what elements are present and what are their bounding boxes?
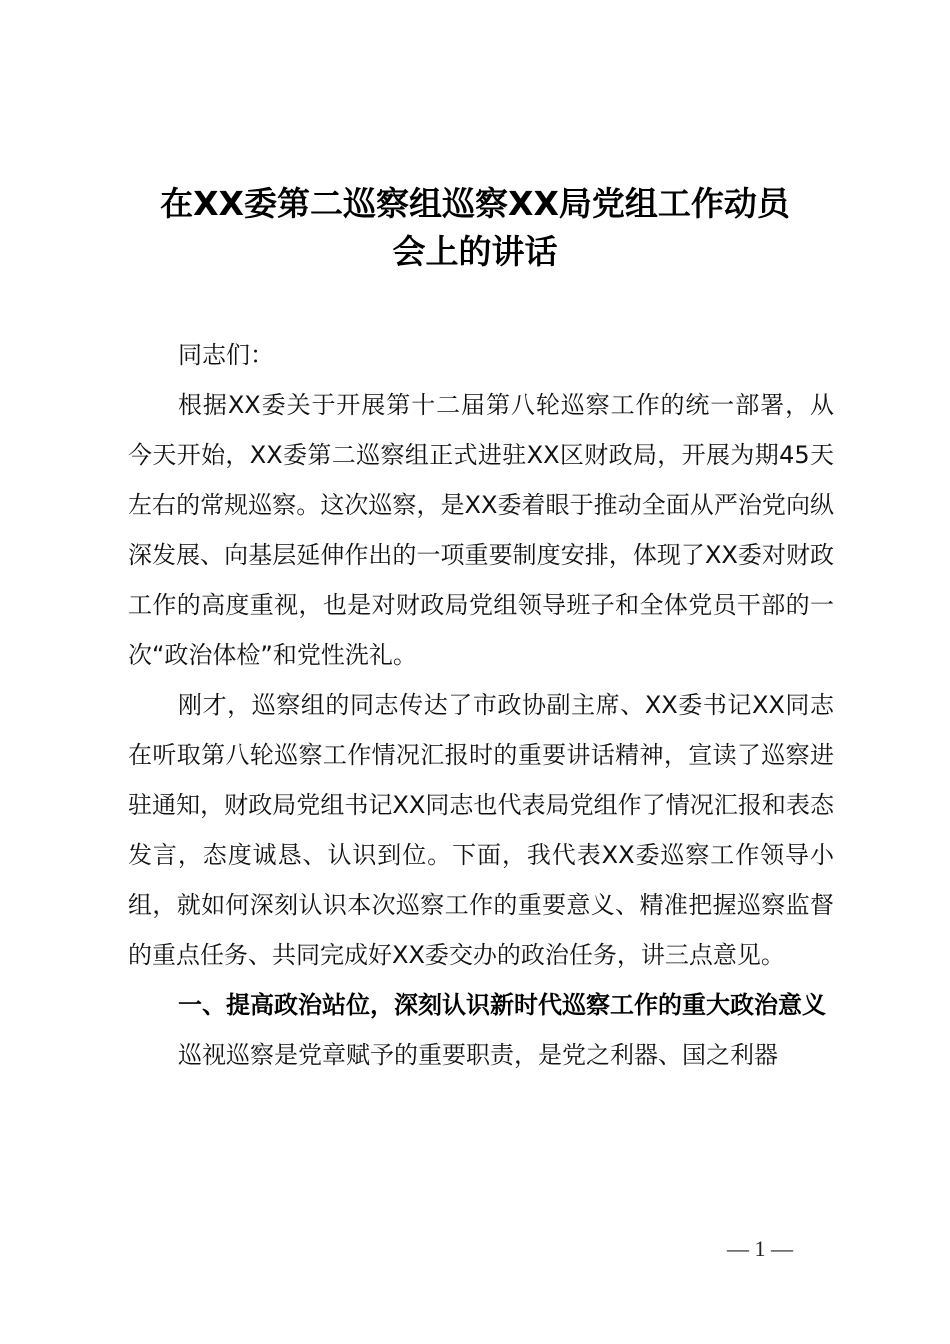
paragraph: 巡视巡察是党章赋予的重要职责，是党之利器、国之利器 [178, 1041, 778, 1069]
paragraph: 刚才，巡察组的同志传达了市政协副主席、XX委书记XX同志在听取第八轮巡察工作情况汇报时的重要讲话精神，宣读了巡察进驻通知，财政局党组书记XX同志也代表局党组作了情况汇报和表态发言，态度诚恳、认识到位。下面，我代表XX委巡察工作领导小组，就如何深刻认识本次巡察工作的重要意义、精准把握巡察监督的重点任务、共同完成好XX委交办的政治任务，讲三点意见。 [128, 691, 834, 969]
section-heading: 一、提高政治站位，深刻认识新时代巡察工作的重大政治意义 [178, 991, 826, 1019]
document-title [100, 180, 850, 276]
title-line-2: 会上的讲话 [392, 232, 558, 271]
page-number: — 1 — [727, 1236, 793, 1261]
paragraph: 根据XX委关于开展第十二届第八轮巡察工作的统一部署，从今天开始，XX委第二巡察组正式进驻XX区财政局，开展为期45天左右的常规巡察。这次巡察，是XX委着眼于推动全面从严治党向纵深发展、向基层延伸作出的一项重要制度安排，体现了XX委对财政工作的高度重视，也是对财政局党组领导班子和全体党员干部的一次“政治体检”和党性洗礼。 [128, 391, 834, 669]
title-line-1: 在XX委第二巡察组巡察XX局党组工作动员 [160, 184, 790, 223]
salutation: 同志们： [178, 341, 274, 369]
document-body [128, 330, 834, 1080]
